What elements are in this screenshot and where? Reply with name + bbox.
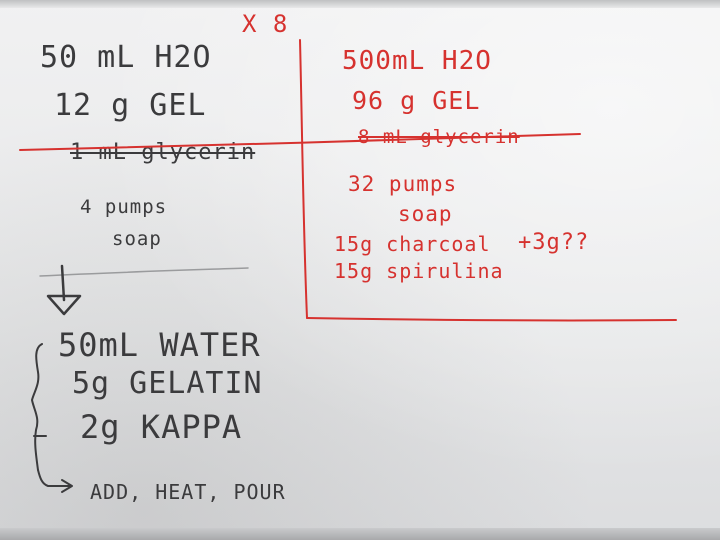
red-divider-line xyxy=(300,40,307,318)
instruction-arrow xyxy=(38,470,70,486)
right-charcoal: 15g charcoal xyxy=(334,232,491,256)
left-gel: 12 g GEL xyxy=(54,88,207,123)
right-soap: soap xyxy=(398,202,453,226)
left-water: 50 mL H2O xyxy=(40,40,212,75)
right-water: 500mL H2O xyxy=(342,46,492,76)
right-gel: 96 g GEL xyxy=(352,86,481,115)
right-glycerin: 8 mL glycerin xyxy=(358,126,520,148)
red-underline xyxy=(307,318,676,320)
new-water: 50mL WATER xyxy=(58,326,261,364)
new-gelatin: 5g GELATIN xyxy=(72,366,263,401)
whiteboard-tray xyxy=(0,528,720,540)
left-glycerin: 1 mL glycerin xyxy=(70,140,256,165)
red-strikethrough-line xyxy=(20,134,580,150)
new-kappa: 2g KAPPA xyxy=(80,408,243,446)
right-extra: +3g?? xyxy=(518,230,590,255)
right-spirulina: 15g spirulina xyxy=(334,259,504,283)
left-soap: soap xyxy=(112,228,162,250)
new-instruction: ADD, HEAT, POUR xyxy=(90,480,286,504)
recipe-brace xyxy=(32,344,42,470)
right-pumps: 32 pumps xyxy=(348,172,458,196)
faint-divider-line xyxy=(40,268,248,276)
left-pumps: 4 pumps xyxy=(80,196,168,218)
multiplier-label: X 8 xyxy=(242,10,289,38)
